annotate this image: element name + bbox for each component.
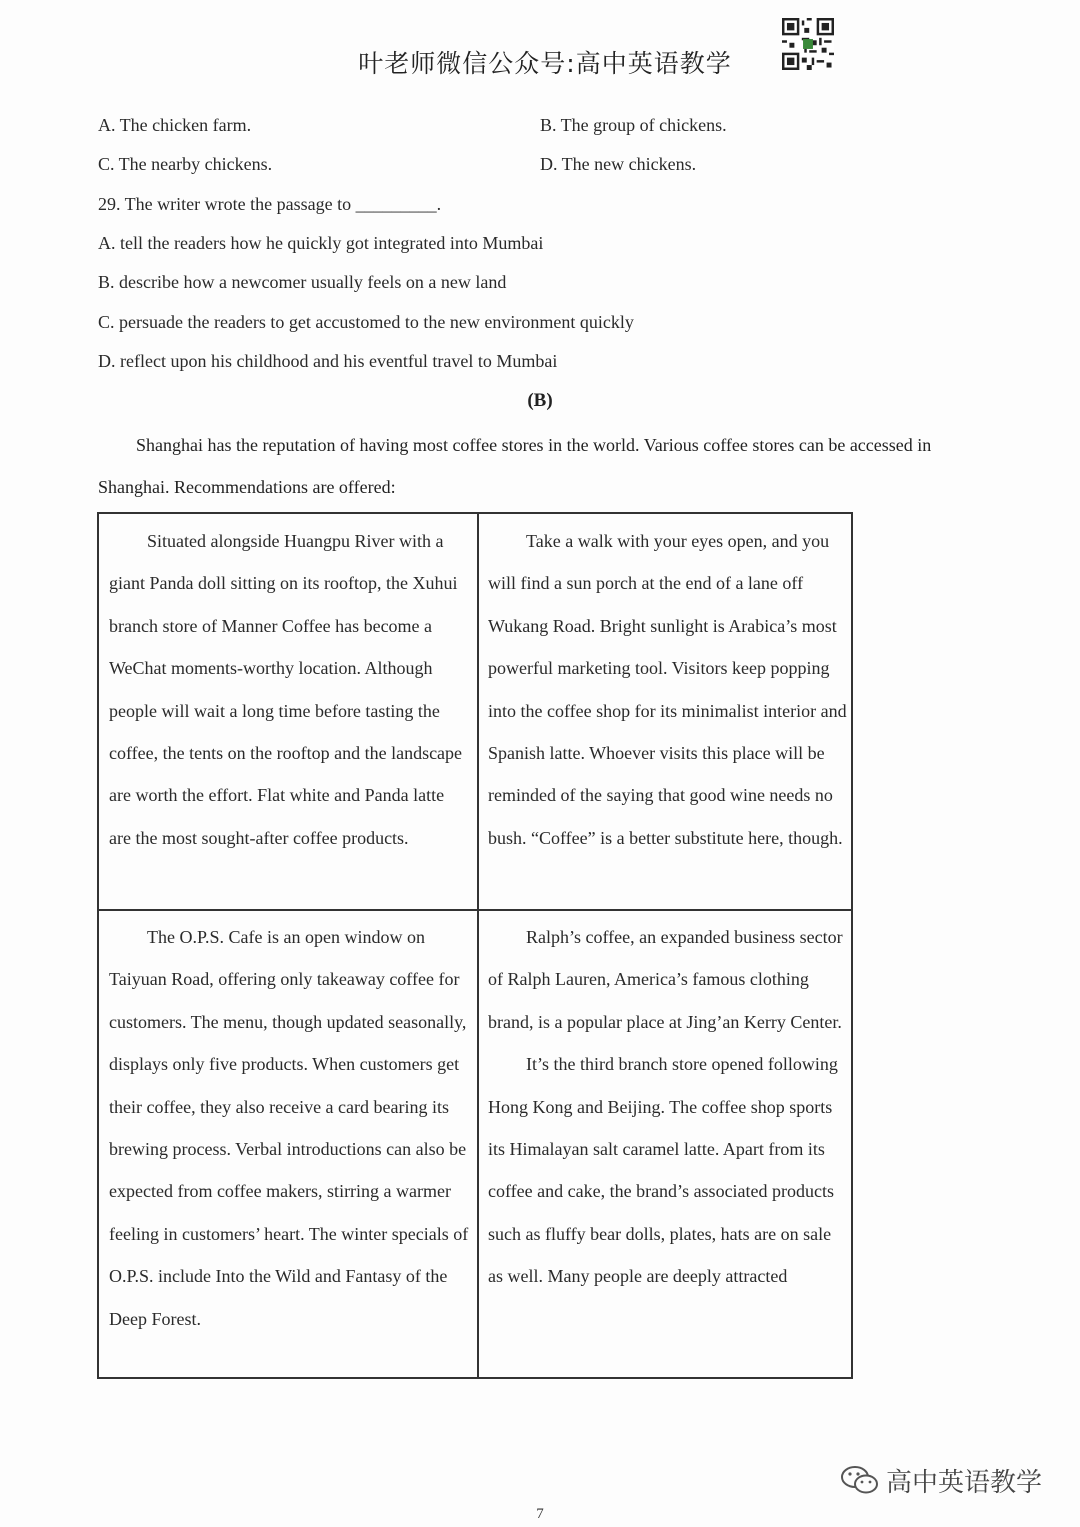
section-b-heading: (B) [527, 390, 553, 411]
q28-option-d: D. The new chickens. [540, 154, 697, 174]
q29-stem: 29. The writer wrote the passage to _________. [98, 194, 442, 214]
q28-option-b: B. The group of chickens. [540, 115, 727, 135]
q29-option-c: C. persuade the readers to get accustomed to the new environment quickly [98, 312, 634, 332]
cell-text: It’s the third branch store opened following Hong Kong and Beijing. The coffee shop sports its Himalayan salt caramel latte. Apart from its coffee and cake, the brand’s associated products such as fluffy bear dolls, plates, hats are on sale as well. Many people are deeply attracted [488, 1054, 838, 1287]
page-number: 7 [536, 1506, 544, 1522]
table-cell-ops-cafe [109, 916, 469, 1340]
cell-text: The O.P.S. Cafe is an open window on Taiyuan Road, offering only takeaway coffee for customers. The menu, though updated seasonally, displays only five products. When customers get their coffee, they also receive a card bearing its brewing process. Verbal introductions can also be expected from coffee makers, stirring a warmer feeling in customers’ heart. The winter specials of O.P.S. include Into the Wild and Fantasy of the Deep Forest. [109, 927, 469, 1329]
table-horizontal-divider [99, 909, 851, 911]
wechat-icon [840, 1464, 880, 1496]
table-vertical-divider [477, 514, 479, 1377]
coffee-store-table [97, 512, 853, 1379]
cell-text: Take a walk with your eyes open, and you will find a sun porch at the end of a lane off Wukang Road. Bright sunlight is Arabica’s most powerful marketing tool. Visitors keep popping into the coffee shop for its minimalist interior and Spanish latte. Whoever visits this place will be reminded of the saying that good wine needs no bush. “Coffee” is a better substitute here, though. [488, 531, 847, 848]
cell-text: Situated alongside Huangpu River with a giant Panda doll sitting on its rooftop, the Xuhui branch store of Manner Coffee has become a WeChat moments-worthy location. Although people will wait a long time before tasting the coffee, the tents on the rooftop and the landscape are worth the effort. Flat white and Panda latte are the most sought-after coffee products. [109, 531, 463, 848]
q29-option-d: D. reflect upon his childhood and his eventful travel to Mumbai [98, 351, 558, 371]
wechat-watermark [840, 1462, 1042, 1498]
section-b-intro: Shanghai has the reputation of having most coffee stores in the world. Various coffee stores can be accessed in Shanghai. Recommendations are offered: [98, 435, 932, 497]
q29-option-b: B. describe how a newcomer usually feels on a new land [98, 272, 507, 292]
q28-option-a: A. The chicken farm. [98, 115, 252, 135]
table-cell-ralphs-coffee [488, 916, 848, 1298]
table-cell-arabica [488, 520, 848, 859]
q29-option-a: A. tell the readers how he quickly got integrated into Mumbai [98, 233, 544, 253]
table-cell-manner-coffee [109, 520, 469, 859]
watermark-text: 高中英语教学 [886, 1467, 1043, 1498]
page-header-title: 叶老师微信公众号:高中英语教学 [358, 49, 732, 78]
cell-text: Ralph’s coffee, an expanded business sector of Ralph Lauren, America’s famous clothing brand, is a popular place at Jing’an Kerry Center. [488, 927, 843, 1032]
qr-code-icon [782, 18, 834, 70]
q28-option-c: C. The nearby chickens. [98, 154, 273, 174]
